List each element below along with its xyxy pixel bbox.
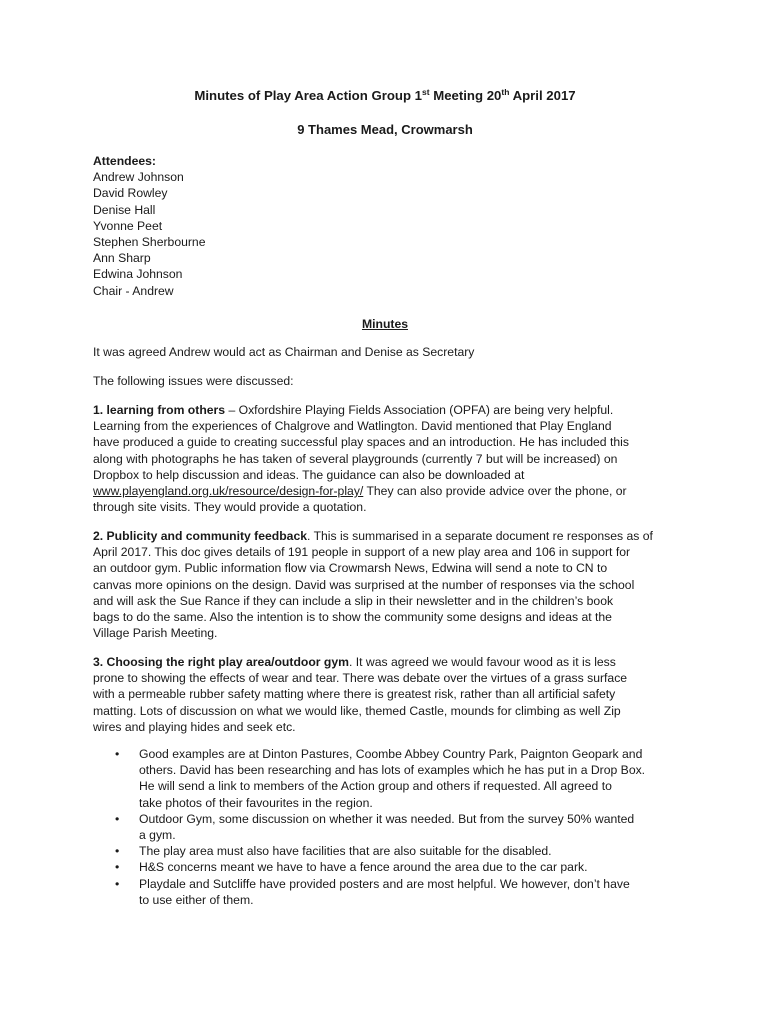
item-heading: 2. Publicity and community feedback xyxy=(93,529,308,543)
attendee-name: Ann Sharp xyxy=(93,251,151,266)
play-england-link[interactable]: www.playengland.org.uk/resource/design-for-play/ xyxy=(93,484,364,499)
item-text: Learning from the experiences of Chalgrove and Watlington. David mentioned that Play England xyxy=(93,419,612,434)
bullet-icon: • xyxy=(115,844,120,859)
list-item-text: to use either of them. xyxy=(139,892,254,907)
item-publicity xyxy=(93,528,673,641)
item-text: April 2017. This doc gives details of 191 people in support of a new play area and 106 in support for xyxy=(93,545,631,560)
item-text: Dropbox to help discussion and ideas. The guidance can also be downloaded at xyxy=(93,467,525,482)
list-item xyxy=(93,811,673,843)
attendee-name: David Rowley xyxy=(93,186,168,201)
list-item xyxy=(93,746,673,811)
title-superscript: st xyxy=(422,87,430,97)
item-choosing-play-area xyxy=(93,654,673,735)
page-title xyxy=(0,88,770,104)
item-text: bags to do the same. Also the intention is to show the community some designs and ideas at the xyxy=(93,610,612,625)
item-text: . This is summarised in a separate document re responses as of xyxy=(307,529,653,543)
list-item-text: Playdale and Sutcliffe have provided posters and are most helpful. We however, don’t have xyxy=(139,876,630,891)
list-item-text: He will send a link to members of the Action group and others if requested. All agreed to xyxy=(139,779,612,794)
item-text: Village Parish Meeting. xyxy=(93,626,218,641)
item-heading: 3. Choosing the right play area/outdoor gym xyxy=(93,655,349,669)
intro-paragraph: The following issues were discussed: xyxy=(93,374,294,388)
item-text: prone to showing the effects of wear and tear. There was debate over the virtues of a grass surface xyxy=(93,671,628,686)
item-text: They can also provide advice over the phone, or xyxy=(363,484,627,499)
list-item-text: Outdoor Gym, some discussion on whether it was needed. But from the survey 50% wanted xyxy=(139,811,635,826)
item-learning-from-others xyxy=(93,402,673,515)
attendee-name: Andrew Johnson xyxy=(93,170,184,185)
title-text-mid: Meeting 20 xyxy=(429,88,502,103)
item-text: – Oxfordshire Playing Fields Association (OPFA) are being very helpful. xyxy=(225,403,614,417)
item-text: and will ask the Sue Rance if they can include a slip in their newsletter and in the children’s book xyxy=(93,593,614,608)
attendees-heading: Attendees: xyxy=(93,154,156,168)
attendee-name: Chair - Andrew xyxy=(93,283,174,298)
meeting-location: 9 Thames Mead, Crowmarsh xyxy=(297,122,473,137)
title-text: Minutes of Play Area Action Group 1 xyxy=(194,88,422,103)
item-heading: 1. learning from others xyxy=(93,403,226,417)
list-item-text: take photos of their favourites in the region. xyxy=(139,795,373,810)
attendee-name: Denise Hall xyxy=(93,202,156,217)
list-item xyxy=(93,876,673,908)
bullet-icon: • xyxy=(115,860,120,875)
bullet-list xyxy=(93,746,673,908)
attendee-name: Stephen Sherbourne xyxy=(93,235,206,250)
bullet-icon: • xyxy=(115,747,120,761)
minutes-heading: Minutes xyxy=(361,317,409,331)
item-text: an outdoor gym. Public information flow via Crowmarsh News, Edwina will send a note to CN to xyxy=(93,561,608,576)
item-text: canvas more opinions on the design. David was surprised at the number of responses via the school xyxy=(93,577,635,592)
item-text: matting. Lots of discussion on what we would like, themed Castle, mounds for climbing as well Zip xyxy=(93,703,621,718)
list-item-text: The play area must also have facilities that are also suitable for the disabled. xyxy=(139,844,552,859)
list-item xyxy=(93,843,673,859)
list-item-text: a gym. xyxy=(139,828,176,843)
item-text: along with photographs he has taken of several playgrounds (currently 7 but will be increased) on xyxy=(93,451,618,466)
list-item-text: others. David has been researching and has lots of examples which he has put in a Drop Box. xyxy=(139,763,646,778)
list-item-text: H&S concerns meant we have to have a fence around the area due to the car park. xyxy=(139,860,588,875)
attendees-section xyxy=(93,153,673,299)
attendee-name: Edwina Johnson xyxy=(93,267,183,282)
item-text: have produced a guide to creating successful play spaces and an introduction. He has included this xyxy=(93,435,629,450)
item-text: . It was agreed we would favour wood as it is less xyxy=(348,655,616,669)
intro-paragraph: It was agreed Andrew would act as Chairman and Denise as Secretary xyxy=(93,345,475,359)
list-item xyxy=(93,859,673,875)
bullet-icon: • xyxy=(115,811,120,826)
attendee-name: Yvonne Peet xyxy=(93,218,163,233)
list-item-text: Good examples are at Dinton Pastures, Coombe Abbey Country Park, Paignton Geopark and xyxy=(139,747,643,761)
item-text: wires and playing hides and seek etc. xyxy=(93,719,296,734)
item-text: with a permeable rubber safety matting where there is greatest risk, rather than all artificial safety xyxy=(93,687,616,702)
title-text-end: April 2017 xyxy=(509,88,576,103)
bullet-icon: • xyxy=(115,876,120,891)
title-superscript: th xyxy=(501,87,510,97)
item-text: through site visits. They would provide a quotation. xyxy=(93,500,367,515)
